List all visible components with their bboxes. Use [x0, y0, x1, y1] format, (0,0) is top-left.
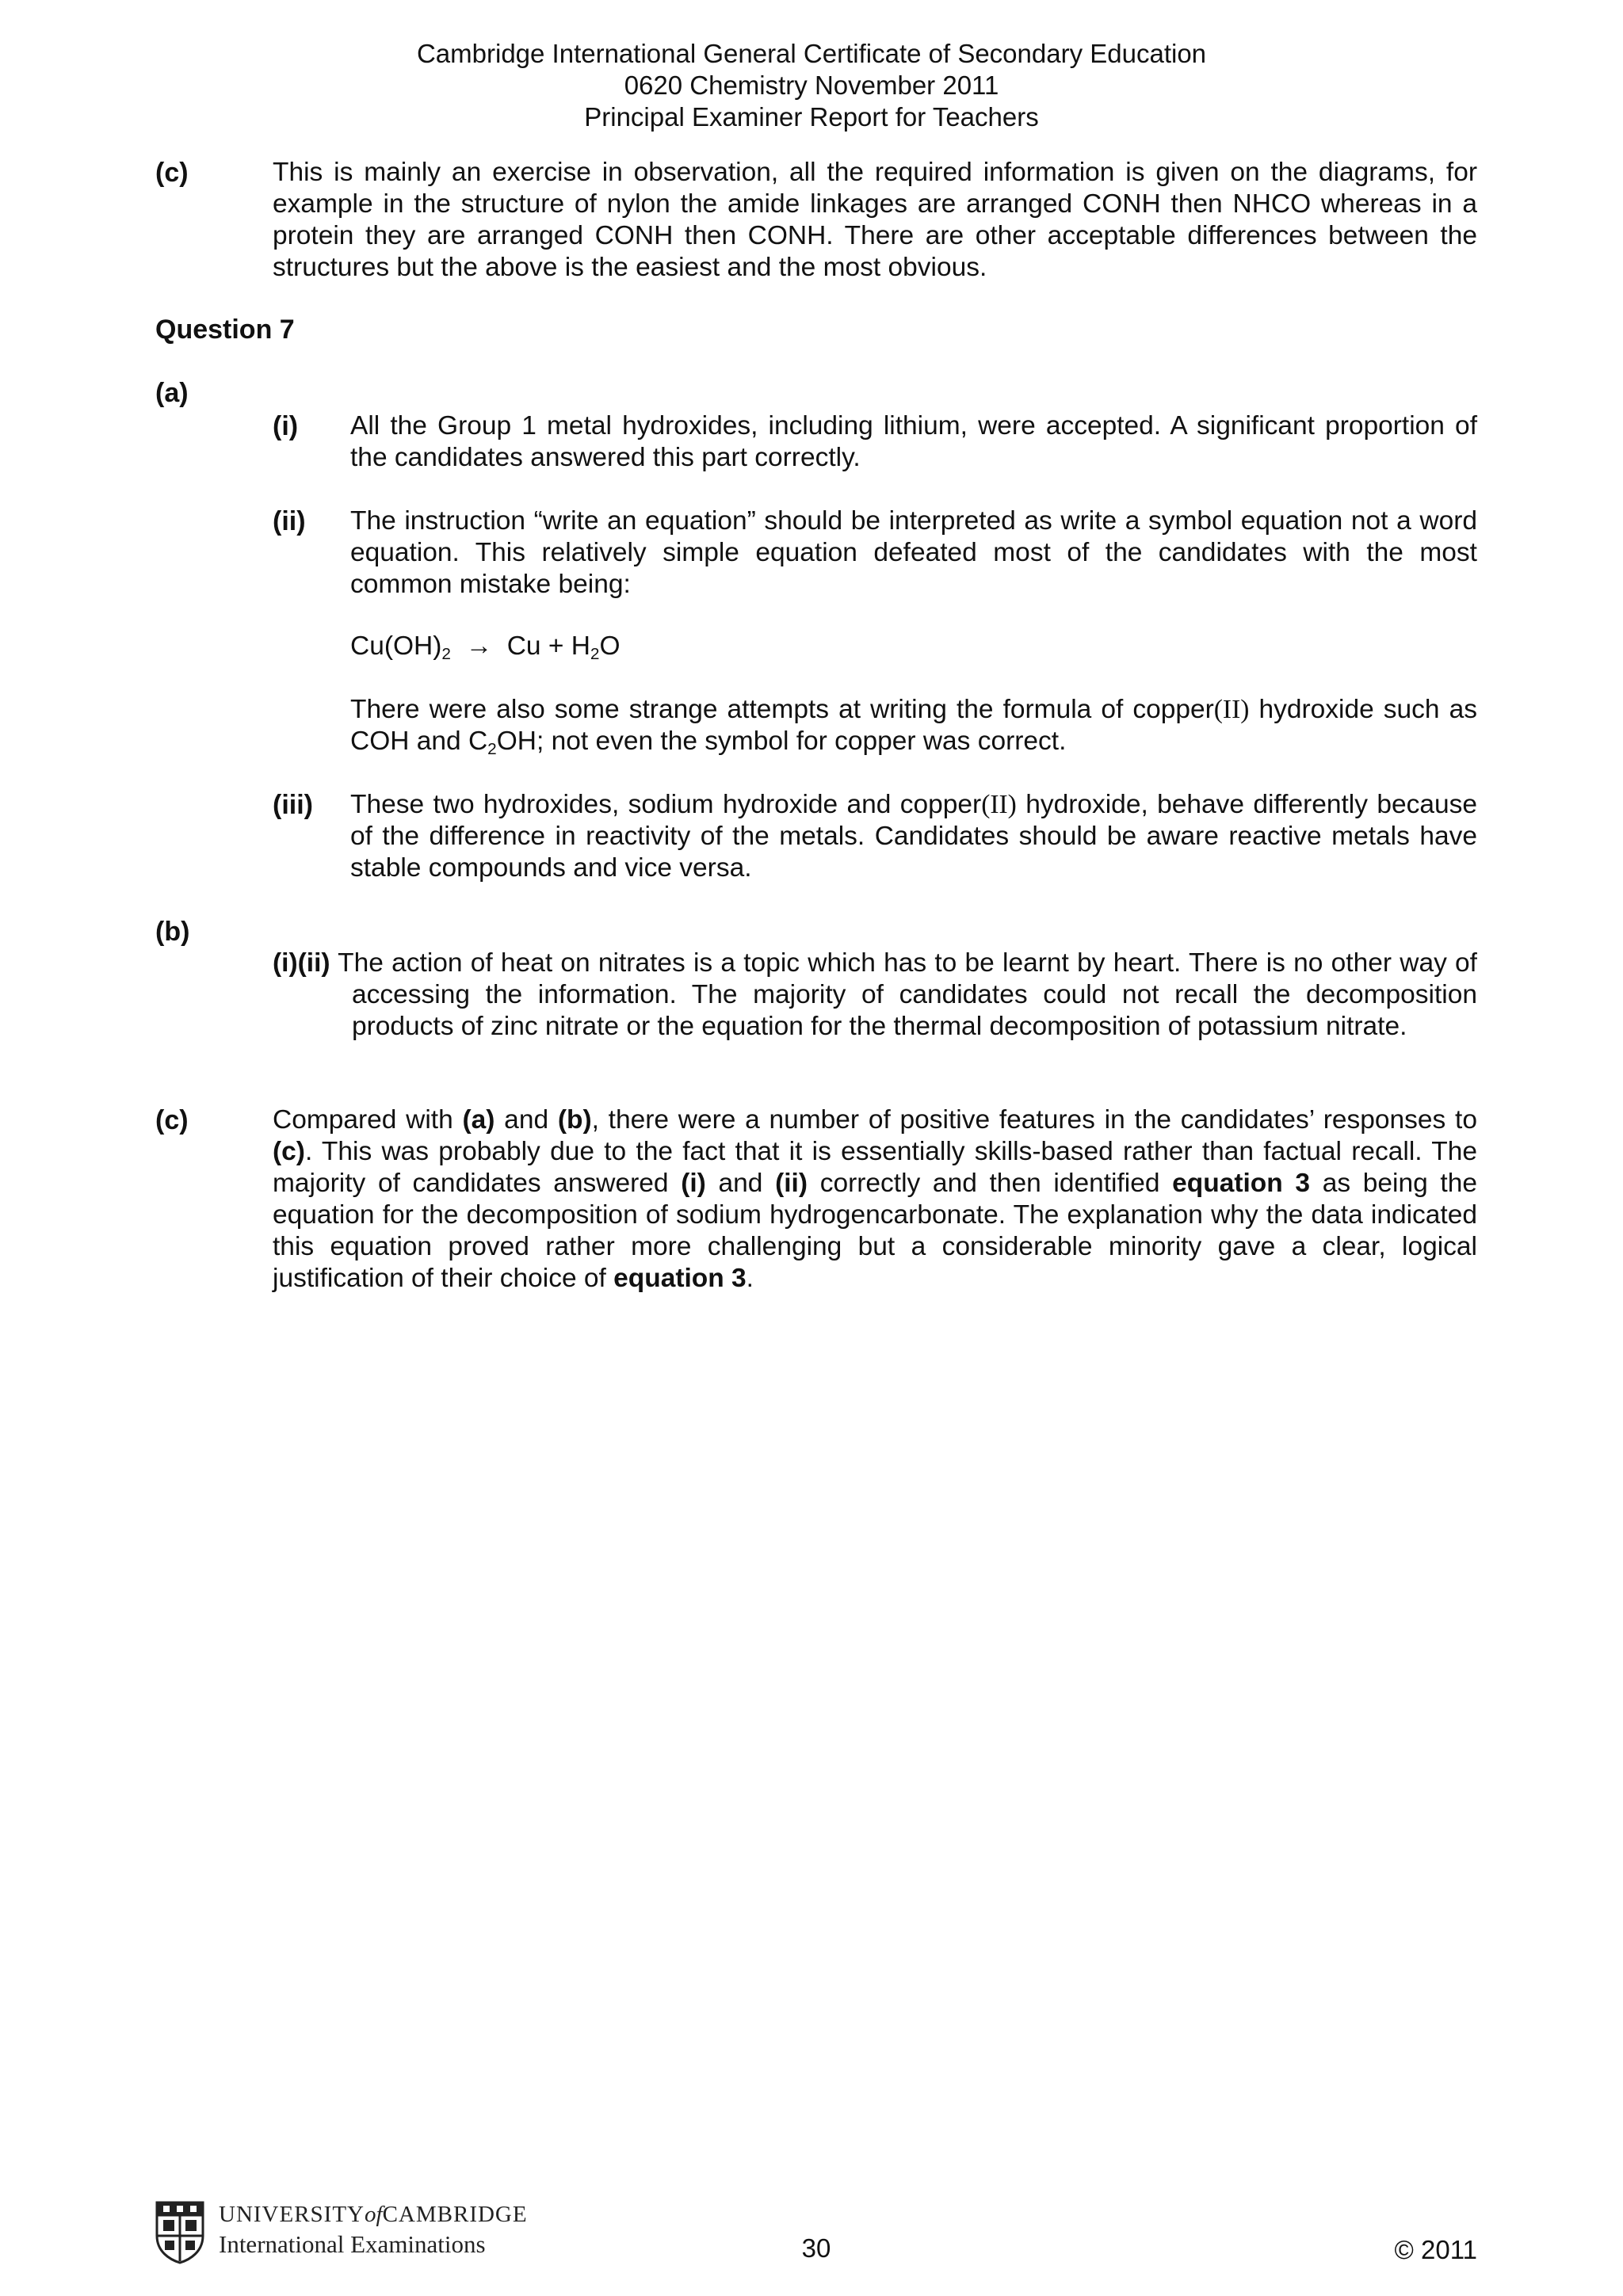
equation-rhs-subscript: 2 — [590, 644, 600, 663]
c-bold-1: (a) — [462, 1105, 495, 1135]
a-iii-roman: (II) — [981, 790, 1017, 819]
c-bold-3: (c) — [273, 1137, 305, 1166]
page-number: 30 — [801, 2233, 831, 2263]
c-text-4: . This was probably due to the fact that it is essentially skills-based rather than factual recall. The majority of candidates answered — [273, 1137, 1477, 1198]
c-text-8: . — [746, 1264, 754, 1293]
equation-rhs-end: O — [599, 631, 621, 661]
c-bold-2: (b) — [557, 1105, 592, 1135]
header-line-2: 0620 Chemistry November 2011 — [624, 71, 999, 100]
c-bold-5: (ii) — [775, 1169, 808, 1198]
a-ii-subscript: 2 — [487, 739, 497, 758]
header-line-1: Cambridge International General Certificate of Secondary Education — [416, 39, 1207, 68]
equation-rhs: Cu + H — [506, 631, 590, 661]
equation-mistake — [350, 631, 621, 662]
part-label-c-prev: (c) — [155, 158, 189, 188]
c-text-7: as being the equation for the decomposition of sodium hydrogencarbonate. The explanation why the data indicated this equation proved rather more challenging but a considerable minority gave a clear, logical justification of their choice of — [273, 1169, 1477, 1293]
b-text: The action of heat on nitrates is a topic which has to be learnt by heart. There is no other way of accessing the information. The majority of candidates could not recall the decomposition products of zinc nitrate or the equation for the thermal decomposition of potassium nitrate. — [330, 948, 1477, 1041]
a-iii-text-2: hydroxide, behave differently because of the difference in reactivity of the metals. Candidates should be aware reactive metals have stable compounds and vice versa. — [350, 790, 1477, 883]
c-bold-7: equation 3 — [613, 1264, 747, 1293]
a-ii-text-2: hydroxide such as COH and C — [350, 695, 1477, 756]
question-title: Question 7 — [155, 315, 295, 345]
equation-lhs: Cu(OH) — [350, 631, 442, 661]
paragraph-a-iii — [350, 789, 1477, 884]
c-bold-4: (i) — [681, 1169, 706, 1198]
header-line-3: Principal Examiner Report for Teachers — [584, 102, 1039, 132]
copyright: © 2011 — [1394, 2235, 1477, 2264]
c-text-5: and — [705, 1169, 776, 1198]
a-ii-text-3: OH; not even the symbol for copper was correct. — [496, 727, 1067, 756]
arrow-icon: → — [465, 631, 493, 661]
part-label-c: (c) — [155, 1105, 189, 1135]
subpart-label-b: (i)(ii) — [273, 948, 330, 978]
part-label-b: (b) — [155, 917, 190, 947]
crest-icon — [155, 2201, 204, 2264]
paragraph-a-ii-followup — [350, 694, 1477, 757]
page-header — [0, 38, 1623, 133]
logo-word-of: of — [365, 2202, 383, 2227]
paragraph-c — [273, 1104, 1477, 1295]
paragraph-a-ii: The instruction “write an equation” should be interpreted as write a symbol equation not a word equation. This relatively simple equation defeated most of the candidates with the most common mistake being: — [350, 506, 1477, 599]
subpart-label-a-i: (i) — [273, 411, 299, 441]
c-text-2: and — [495, 1105, 558, 1135]
logo-line-1 — [219, 2199, 528, 2229]
subpart-label-a-ii: (ii) — [273, 506, 306, 536]
c-bold-6: equation 3 — [1172, 1169, 1311, 1198]
a-ii-roman: (II) — [1213, 695, 1250, 724]
a-iii-text-1: These two hydroxides, sodium hydroxide and copper — [350, 790, 982, 819]
logo-word-cambridge: CAMBRIDGE — [382, 2202, 528, 2227]
a-ii-text-1: There were also some strange attempts at writing the formula of copper — [350, 695, 1214, 724]
c-text-1: Compared with — [273, 1105, 463, 1135]
logo-line-2: International Examinations — [219, 2230, 486, 2258]
c-text-6: correctly and then identified — [808, 1169, 1173, 1198]
paragraph-b — [273, 948, 1477, 1043]
paragraph-c-prev: This is mainly an exercise in observation, all the required information is given on the diagrams, for example in the structure of nylon the amide linkages are arranged CONH then NHCO whereas in a protein they are arranged CONH then CONH. There are other acceptable differences between the structures but the above is the easiest and the most obvious. — [273, 158, 1477, 282]
equation-lhs-subscript: 2 — [441, 644, 451, 663]
c-text-3: , there were a number of positive features in the candidates’ responses to — [591, 1105, 1477, 1135]
logo-word-university: UNIVERSITY — [219, 2202, 365, 2227]
part-label-a: (a) — [155, 378, 189, 408]
paragraph-a-i: All the Group 1 metal hydroxides, including lithium, were accepted. A significant proportion of the candidates answered this part correctly. — [350, 411, 1477, 472]
subpart-label-a-iii: (iii) — [273, 790, 313, 820]
logo-text — [219, 2199, 528, 2260]
